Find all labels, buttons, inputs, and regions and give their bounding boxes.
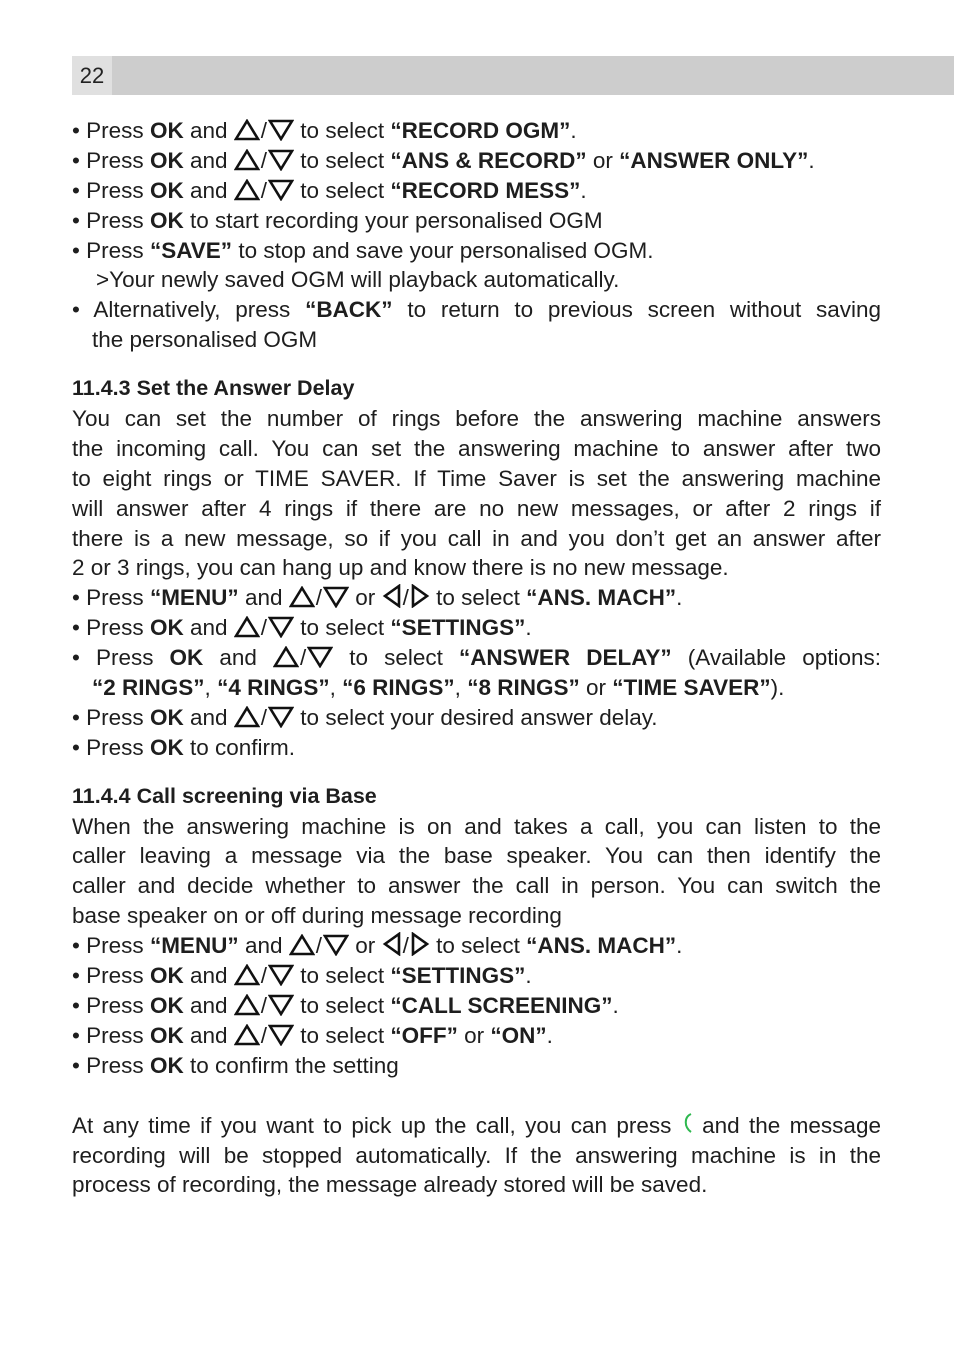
page-number: 22 [72,56,112,95]
playback-note: >Your newly saved OGM will playback automatically. [96,267,620,293]
up-triangle-icon [289,586,315,608]
bullet-line: • Press OK and / to select “OFF” or “ON”. [72,1022,553,1048]
up-triangle-icon [289,934,315,956]
bullet-line: • Press OK and / to select “CALL SCREENING”. [72,992,619,1018]
down-triangle-icon [268,964,294,986]
page-content [72,116,881,1200]
down-triangle-icon [268,616,294,638]
bullet-line: • Press OK and / to select “SETTINGS”. [72,615,532,641]
right-triangle-icon [410,932,430,956]
paragraph-line: When the answering machine is on and takes a call, you can listen to the [72,813,881,839]
bullet-line: • Press OK to confirm. [72,734,295,760]
bullet-line: • Press “SAVE” to stop and save your personalised OGM. [72,237,654,263]
paragraph-line: caller and decide whether to answer the call in person. You can switch the [72,873,881,899]
bullet-line: • Press OK and / to select “ANSWER DELAY” (Available options: [72,645,881,671]
bullet-line: • Press OK to start recording your personalised OGM [72,207,603,233]
up-triangle-icon [234,1024,260,1046]
bullet-line: • Press “MENU” and / or / to select “ANS. MACH”. [72,585,683,611]
up-triangle-icon [234,119,260,141]
bullet-line: • Press OK and / to select “ANS & RECORD” or “ANSWER ONLY”. [72,147,815,173]
up-triangle-icon [234,706,260,728]
bullet-continuation: “2 RINGS”, “4 RINGS”, “6 RINGS”, “8 RINGS” or “TIME SAVER”). [92,675,785,701]
paragraph-line: recording will be stopped automatically. If the answering machine is in the [72,1142,881,1168]
bullet-line: • Press “MENU” and / or / to select “ANS. MACH”. [72,933,683,959]
bullet-line: • Press OK to confirm the setting [72,1052,399,1078]
bullet-line: • Press OK and / to select your desired answer delay. [72,704,658,730]
paragraph-line: At any time if you want to pick up the call, you can press and the message [72,1112,881,1138]
bullet-line: • Press OK and / to select “SETTINGS”. [72,963,532,989]
paragraph-line: You can set the number of rings before the answering machine answers [72,406,881,432]
down-triangle-icon [268,179,294,201]
section-heading-11-4-3: 11.4.3 Set the Answer Delay [72,376,355,401]
up-triangle-icon [234,964,260,986]
right-triangle-icon [410,584,430,608]
down-triangle-icon [268,1024,294,1046]
paragraph-line: to eight rings or TIME SAVER. If Time Saver is set the answering machine [72,465,881,491]
up-triangle-icon [273,646,299,668]
section-heading-11-4-4: 11.4.4 Call screening via Base [72,783,377,808]
up-triangle-icon [234,149,260,171]
bullet-line: • Press OK and / to select “RECORD MESS”. [72,177,587,203]
paragraph-line: there is a new message, so if you call in and you don’t get an answer after [72,525,881,551]
down-triangle-icon [268,119,294,141]
up-triangle-icon [234,616,260,638]
talk-key-icon [681,1112,693,1136]
paragraph-line: base speaker on or off during message recording [72,903,562,929]
down-triangle-icon [268,149,294,171]
down-triangle-icon [268,994,294,1016]
paragraph-line: caller leaving a message via the base speaker. You can then identify the [72,843,881,869]
down-triangle-icon [323,934,349,956]
paragraph-line: process of recording, the message already stored will be saved. [72,1172,708,1198]
down-triangle-icon [307,646,333,668]
left-triangle-icon [382,584,402,608]
down-triangle-icon [323,586,349,608]
left-triangle-icon [382,932,402,956]
down-triangle-icon [268,706,294,728]
paragraph-line: the incoming call. You can set the answering machine to answer after two [72,435,881,461]
bullet-line: • Press OK and / to select “RECORD OGM”. [72,118,577,143]
paragraph-line: will answer after 4 rings if there are no new messages, or after 2 rings if [72,495,881,521]
header-band [72,56,954,95]
bullet-continuation: the personalised OGM [92,327,318,353]
up-triangle-icon [234,179,260,201]
up-triangle-icon [234,994,260,1016]
bullet-line: • Alternatively, press “BACK” to return to previous screen without saving [72,297,881,323]
paragraph-line: 2 or 3 rings, you can hang up and know there is no new message. [72,555,729,581]
